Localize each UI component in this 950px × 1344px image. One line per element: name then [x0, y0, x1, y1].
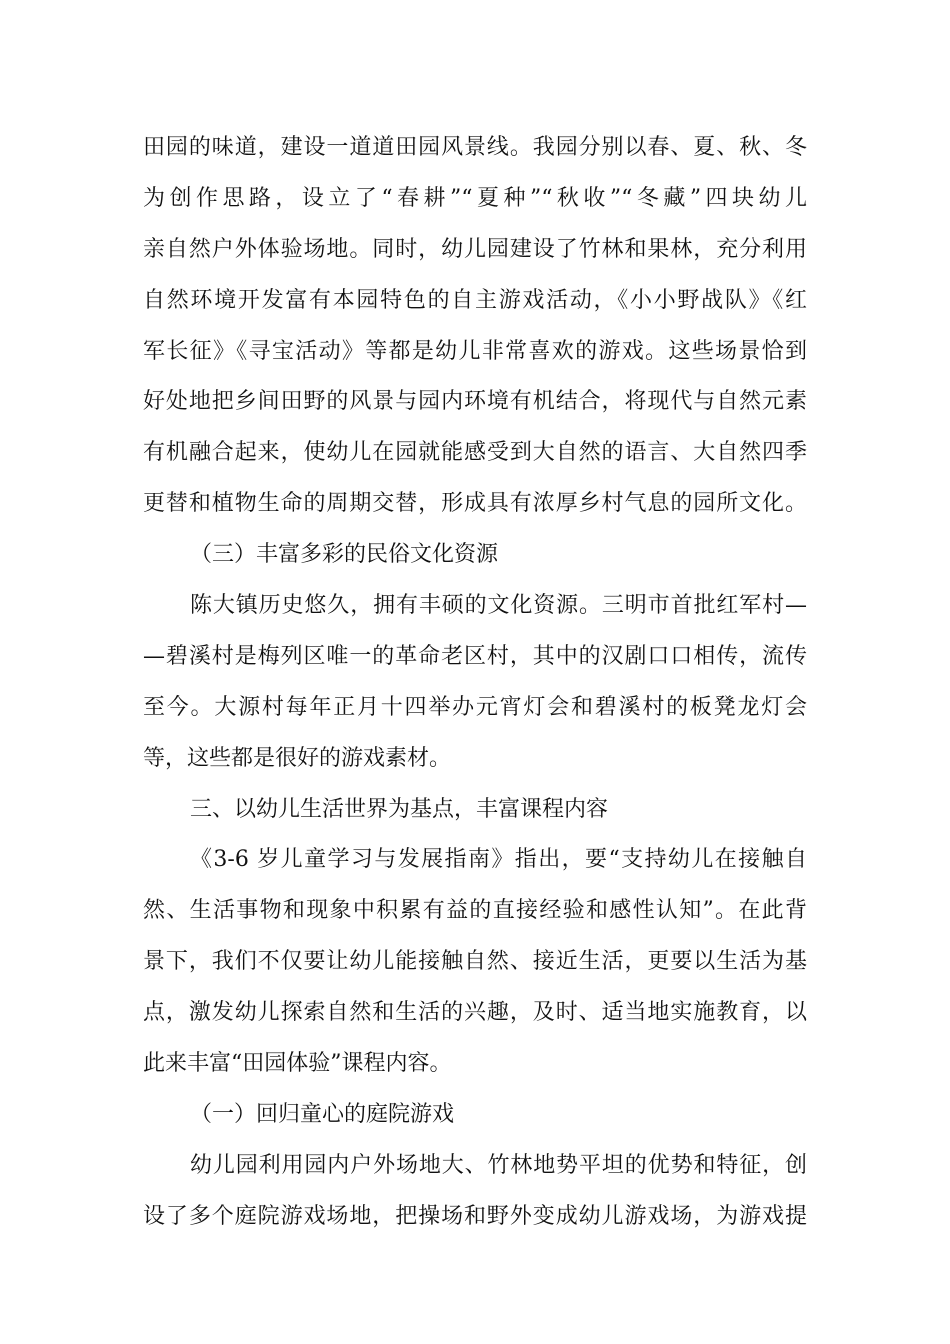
- paragraph-line: 陈大镇历史悠久，拥有丰硕的文化资源。三明市首批红军村—: [190, 593, 807, 618]
- paragraph-line: 至今。大源村每年正月十四举办元宵灯会和碧溪村的板凳龙灯会: [143, 695, 807, 720]
- paragraph-line: 更替和植物生命的周期交替，形成具有浓厚乡村气息的园所文化。: [143, 491, 807, 516]
- paragraph-line: 点，激发幼儿探索自然和生活的兴趣，及时、适当地实施教育，以: [143, 1000, 807, 1025]
- paragraph-line: 自然环境开发富有本园特色的自主游戏活动，《小小野战队》《红: [143, 288, 807, 313]
- paragraph-line: 为创作思路，设立了“春耕”“夏种”“秋收”“冬藏”四块幼儿: [143, 186, 807, 211]
- section-heading: （三）丰富多彩的民俗文化资源: [190, 542, 499, 567]
- paragraph-line: 田园的味道，建设一道道田园风景线。我园分别以春、夏、秋、冬: [143, 135, 807, 160]
- paragraph-line: 设了多个庭院游戏场地，把操场和野外变成幼儿游戏场，为游戏提: [143, 1204, 807, 1229]
- paragraph-line: —碧溪村是梅列区唯一的革命老区村，其中的汉剧口口相传，流传: [143, 644, 807, 669]
- paragraph-line: 《3-6 岁儿童学习与发展指南》指出，要“支持幼儿在接触自: [190, 847, 807, 872]
- paragraph-line: 好处地把乡间田野的风景与园内环境有机结合，将现代与自然元素: [143, 389, 807, 414]
- paragraph-line: 等，这些都是很好的游戏素材。: [143, 746, 452, 771]
- paragraph-line: 此来丰富“田园体验”课程内容。: [143, 1051, 452, 1076]
- paragraph-line: 有机融合起来，使幼儿在园就能感受到大自然的语言、大自然四季: [143, 440, 807, 465]
- section-heading: 三、以幼儿生活世界为基点，丰富课程内容: [190, 797, 609, 822]
- paragraph-line: 亲自然户外体验场地。同时，幼儿园建设了竹林和果林，充分利用: [143, 237, 807, 262]
- paragraph-line: 景下，我们不仅要让幼儿能接触自然、接近生活，更要以生活为基: [143, 949, 807, 974]
- section-heading: （一）回归童心的庭院游戏: [190, 1102, 455, 1127]
- paragraph-line: 幼儿园利用园内户外场地大、竹林地势平坦的优势和特征，创: [190, 1153, 807, 1178]
- paragraph-line: 军长征》《寻宝活动》等都是幼儿非常喜欢的游戏。这些场景恰到: [143, 339, 807, 364]
- paragraph-line: 然、生活事物和现象中积累有益的直接经验和感性认知”。在此背: [143, 898, 807, 923]
